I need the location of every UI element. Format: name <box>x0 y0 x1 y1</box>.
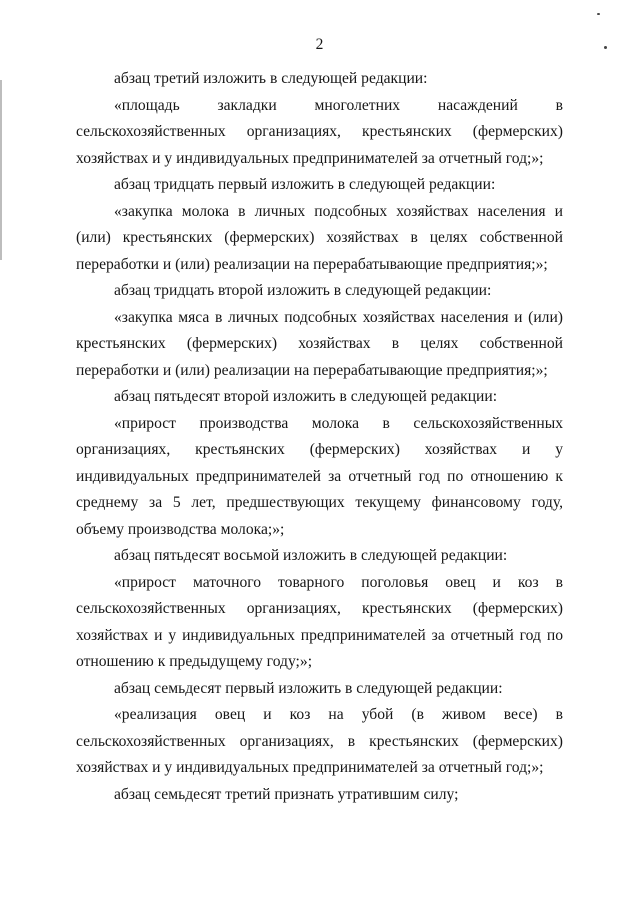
paragraph-intro: абзац пятьдесят восьмой изложить в следующей редакции: <box>114 547 508 564</box>
paragraph-quote: «реализация овец и коз на убой (в живом весе) в сельскохозяйственных организациях, в крестьянских (фермерских) хозяйствах и у индивидуальных предпринимателей за отчетный год;»; <box>76 706 563 776</box>
paragraph-intro: абзац тридцать второй изложить в следующей редакции: <box>114 282 492 299</box>
paragraph-intro: абзац семьдесят первый изложить в следующей редакции: <box>114 679 503 697</box>
paragraph-quote: «закупка мяса в личных подсобных хозяйствах населения и (или) крестьянских (фермерских) хозяйствах в целях собственной переработки и (или) реализации на перерабатывающие предприятия;»; <box>76 308 563 379</box>
scan-speck <box>597 13 600 15</box>
page-number: 2 <box>315 36 324 53</box>
paragraph-quote: «закупка молока в личных подсобных хозяйствах населения и (или) крестьянских (фермерских) хозяйствах в целях собственной переработки и (или) реализации на перерабатывающие предприятия;»; <box>76 202 563 273</box>
scan-edge-mark <box>0 80 2 260</box>
document-body <box>76 66 563 808</box>
paragraph-quote: «прирост маточного товарного поголовья овец и коз в сельскохозяйственных организациях, крестьянских (фермерских) хозяйствах и у индивидуальных предпринимателей за отчетный год по отношению к предыдущему году;»; <box>76 573 563 670</box>
paragraph-quote: «площадь закладки многолетних насаждений в сельскохозяйственных организациях, крестьянских (фермерских) хозяйствах и у индивидуальных предпринимателей за отчетный год;»; <box>76 96 563 167</box>
paragraph-intro: абзац третий изложить в следующей редакции: <box>114 70 428 87</box>
paragraph-quote: «прирост производства молока в сельскохозяйственных организациях, крестьянских (фермерских) хозяйствах и у индивидуальных предпринимателей за отчетный год по отношению к среднему за 5 лет, предшествующих текущему финансовому году, объему производства молока;»; <box>76 414 563 538</box>
paragraph-intro: абзац семьдесят третий признать утратившим силу; <box>114 785 459 803</box>
paragraph-intro: абзац тридцать первый изложить в следующей редакции: <box>114 176 496 193</box>
paragraph-intro: абзац пятьдесят второй изложить в следующей редакции: <box>114 388 498 405</box>
